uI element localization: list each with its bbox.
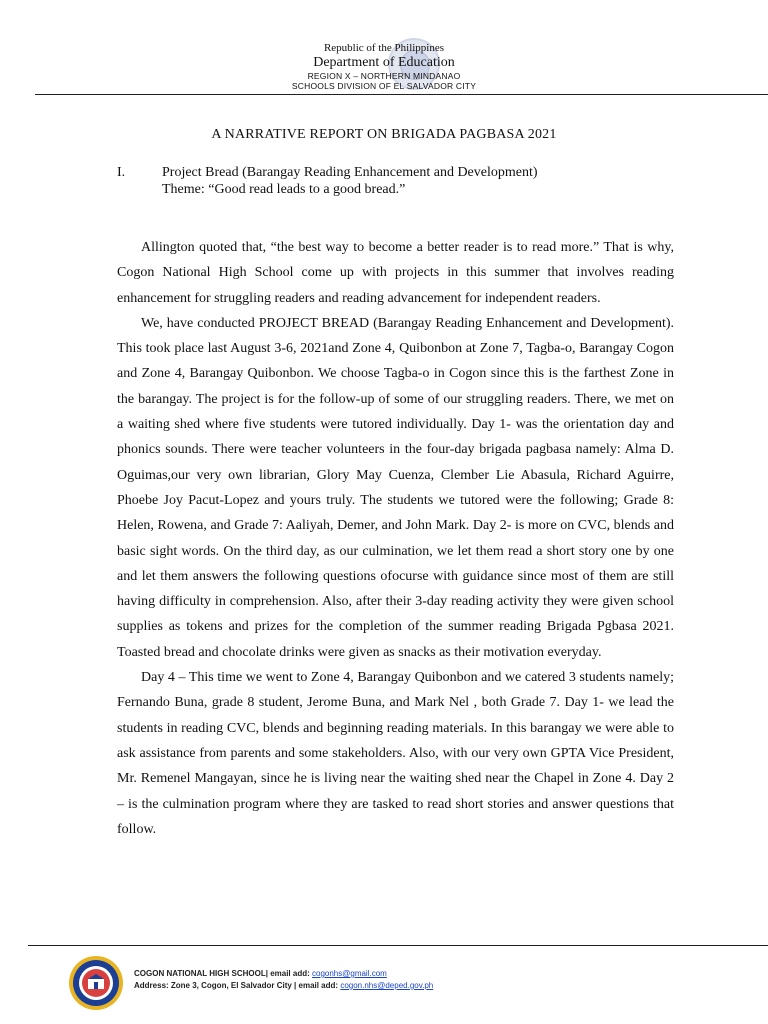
footer-line-1 — [134, 968, 433, 980]
paragraph: We, have conducted PROJECT BREAD (Barangay Reading Enhancement and Development). This took place last August 3-6, 2021and Zone 4, Quibonbon at Zone 7, Tagba-o, Barangay Cogon and Zone 4, Barangay Quibonbon. We choose Tagba-o in Cogon since this is the farthest Zone in the barangay. The project is for the follow-up of some of our struggling readers. There, we met on a waiting shed where five students were tutored individually. Day 1- was the orientation day and phonics sounds. There were teacher volunteers in the four-day brigada pagbasa namely: Alma D. Oguimas,our very own librarian, Glory May Cuenza, Clember Lie Abasula, Richard Aguirre, Phoebe Joy Pacut-Lopez and yours truly. The students we tutored were the following; Grade 8: Helen, Rowena, and Grade 7: Aaliyah, Demer, and John Mark. Day 2- is more on CVC, blends and basic sight words. On the third day, as our culmination, we let them read a short story one by one and let them answers the following questions ofocurse with guidance since most of them are still having difficulty in comprehension. Also, after their 3-day reading activity they were given school supplies as tokens and prizes for the completion of the summer reading Brigada Pgbasa 2021. Toasted bread and chocolate drinks were given as snacks as their motivation everyday. — [117, 315, 674, 660]
section-number: I. — [117, 165, 126, 180]
department-line: Department of Education — [313, 55, 455, 70]
school-name: COGON NATIONAL HIGH SCHOOL| — [134, 969, 268, 978]
division-line: SCHOOLS DIVISION OF EL SALVADOR CITY — [291, 81, 477, 91]
letterhead — [0, 42, 768, 91]
email-link[interactable]: cogonhs@gmail.com — [312, 969, 387, 978]
email-label: email add: — [298, 981, 339, 990]
project-theme: Theme: “Good read leads to a good bread.” — [162, 182, 406, 197]
paragraph: Day 4 – This time we went to Zone 4, Barangay Quibonbon and we catered 3 students namely; Fernando Buna, grade 8 student, Jerome Buna, and Mark Nel , both Grade 7. Day 1- we lead the students in reading CVC, blends and beginning reading materials. In this barangay we were able to ask assistance from parents and some stakeholders. Also, with our very own GPTA Vice President, Mr. Remenel Mangayan, since he is living near the waiting shed near the Chapel in Zone 4. Day 2 – is the culmination program where they are tasked to read short stories and answer questions that follow. — [117, 670, 674, 837]
paragraph: Allington quoted that, “the best way to become a better reader is to read more.” That is why, Cogon National High School come up with projects in this summer that involves reading enhancement for struggling readers and reading advancement for independent readers. — [117, 240, 674, 306]
region-line: REGION X – NORTHERN MINDANAO — [307, 71, 461, 81]
header-divider — [35, 94, 768, 95]
school-logo-icon — [68, 955, 124, 1011]
footer-line-2 — [134, 980, 433, 992]
school-address: Address: Zone 3, Cogon, El Salvador City | — [134, 981, 297, 990]
footer-divider — [28, 945, 768, 946]
report-title: A NARRATIVE REPORT ON BRIGADA PAGBASA 2021 — [211, 127, 557, 142]
report-body — [117, 235, 674, 842]
footer-contact — [134, 968, 433, 992]
email-label: email add: — [270, 969, 310, 978]
project-name: Project Bread (Barangay Reading Enhancement and Development) — [162, 165, 538, 180]
republic-line: Republic of the Philippines — [323, 42, 445, 54]
email-link[interactable]: cogon.nhs@deped.gov.ph — [340, 981, 434, 990]
